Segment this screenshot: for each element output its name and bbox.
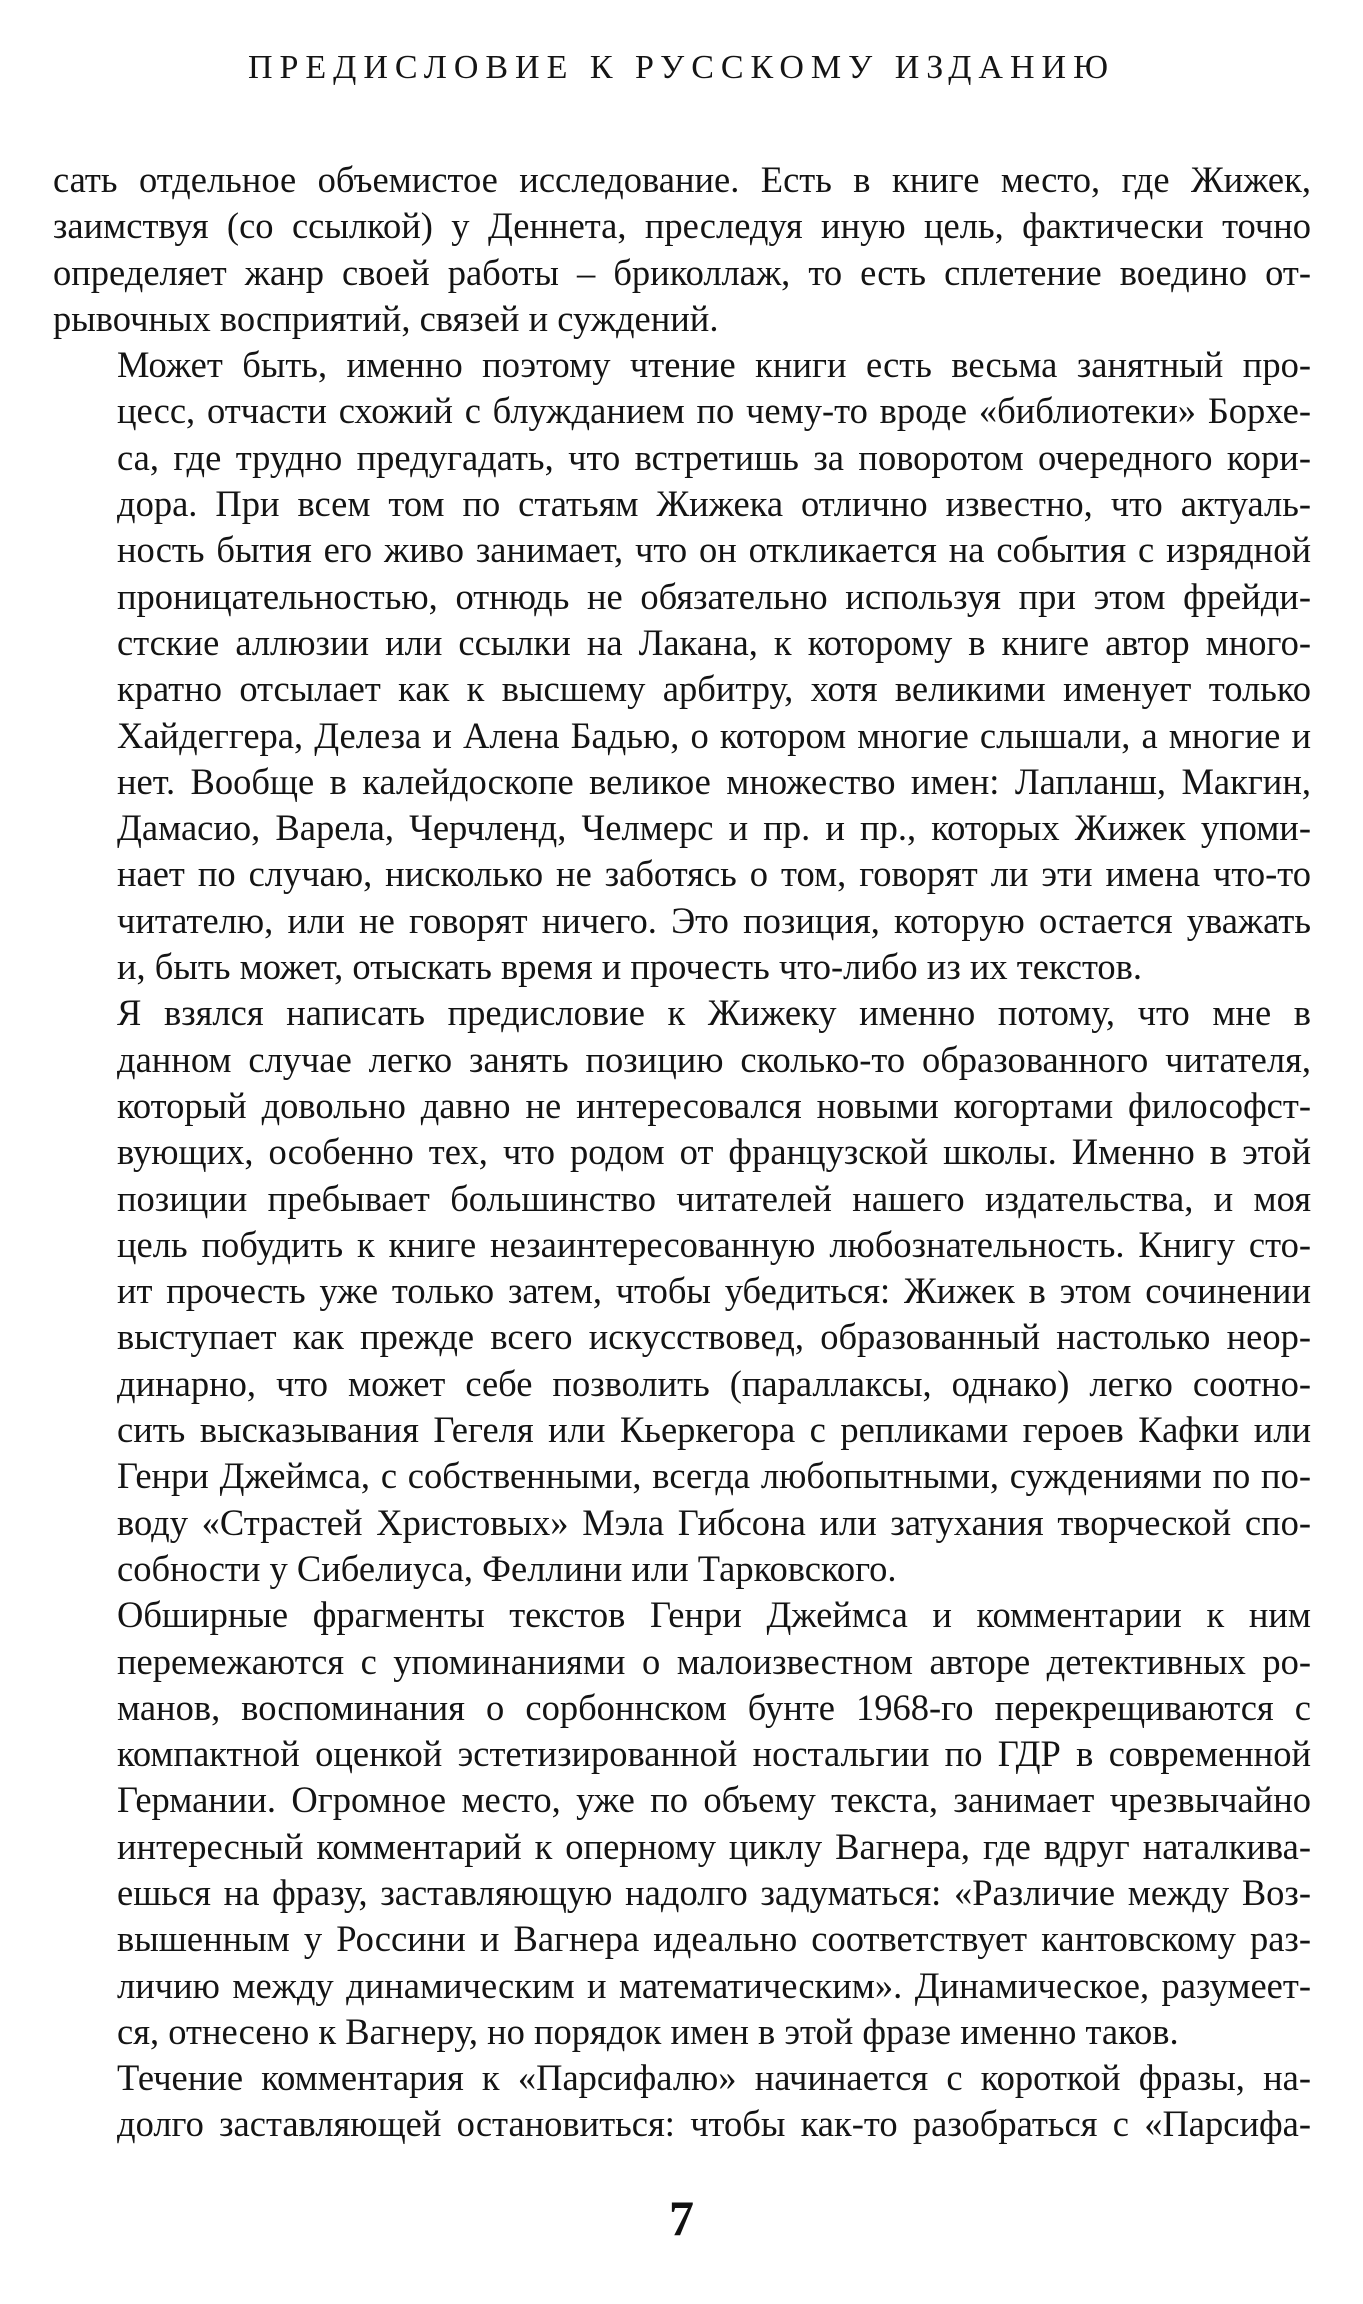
- text-line: стские аллюзии или ссылки на Лакана, к которому в книге автор много-: [117, 621, 1311, 663]
- text-line: сать отдельное объемистое исследование. Есть в книге место, где Жижек,: [53, 159, 1311, 200]
- text-line: определяет жанр своей работы – бриколлаж, то есть сплетение воедино от-: [53, 251, 1311, 293]
- text-line: нет. Вообще в калейдоскопе великое множество имен: Лапланш, Макгин,: [117, 760, 1311, 802]
- text-line: кратно отсылает как к высшему арбитру, хотя великими именует только: [117, 668, 1311, 710]
- paragraph: [53, 1592, 1311, 2055]
- text-line: Течение комментария к «Парсифалю» начинается с короткой фразы, на-: [117, 2057, 1311, 2099]
- text-line: рывочных восприятий, связей и суждений.: [53, 297, 719, 339]
- text-line: цель побудить к книге незаинтересованную любознательность. Книгу сто-: [117, 1223, 1311, 1265]
- text-line: позиции пребывает большинство читателей нашего издательства, и моя: [117, 1177, 1311, 1219]
- text-line: ность бытия его живо занимает, что он откликается на события с изрядной: [117, 529, 1311, 571]
- text-line: Генри Джеймса, с собственными, всегда любопытными, суждениями по по-: [117, 1455, 1311, 1497]
- text-line: выступает как прежде всего искусствовед, образованный настолько неор-: [117, 1316, 1311, 1358]
- text-line: ся, отнесено к Вагнеру, но порядок имен в этой фразе именно таков.: [117, 2010, 1179, 2052]
- text-line: Я взялся написать предисловие к Жижеку именно потому, что мне в: [117, 992, 1311, 1034]
- text-line: читателю, или не говорят ничего. Это позиция, которую остается уважать: [117, 899, 1311, 941]
- text-line: Хайдеггера, Делеза и Алена Бадью, о котором многие слышали, а многие и: [117, 714, 1311, 756]
- text-line: и, быть может, отыскать время и прочесть что-либо из их текстов.: [117, 946, 1143, 988]
- text-line: заимствуя (со ссылкой) у Деннета, преследуя иную цель, фактически точно: [53, 205, 1311, 247]
- text-line: личию между динамическим и математическим». Динамическое, разумеет-: [117, 1964, 1311, 2006]
- text-line: Обширные фрагменты текстов Генри Джеймса и комментарии к ним: [117, 1594, 1311, 1636]
- text-line: долго заставляющей остановиться: чтобы как-то разобраться с «Парсифа-: [117, 2103, 1311, 2145]
- text-line: Германии. Огромное место, уже по объему текста, занимает чрезвычайно: [117, 1779, 1311, 1821]
- running-header: ПРЕДИСЛОВИЕ К РУССКОМУ ИЗДАНИЮ: [247, 49, 1116, 86]
- text-line: интересный комментарий к оперному циклу Вагнера, где вдруг наталкива-: [117, 1825, 1311, 1867]
- text-line: перемежаются с упоминаниями о малоизвестном авторе детективных ро-: [117, 1640, 1311, 1682]
- text-line: сить высказывания Гегеля или Кьеркегора с репликами героев Кафки или: [117, 1409, 1311, 1451]
- text-line: манов, воспоминания о сорбоннском бунте 1968-го перекрещиваются с: [117, 1686, 1311, 1728]
- text-line: вующих, особенно тех, что родом от французской школы. Именно в этой: [117, 1131, 1311, 1173]
- body-text: [53, 157, 1311, 2148]
- paragraph: [53, 990, 1311, 1592]
- text-line: собности у Сибелиуса, Феллини или Тарковского.: [117, 1547, 897, 1589]
- text-line: который довольно давно не интересовался новыми когортами философст-: [117, 1084, 1311, 1126]
- text-line: Может быть, именно поэтому чтение книги есть весьма занятный про-: [117, 344, 1311, 386]
- text-line: воду «Страстей Христовых» Мэла Гибсона или затухания творческой спо-: [117, 1501, 1311, 1543]
- text-line: динарно, что может себе позволить (параллаксы, однако) легко соотно-: [117, 1362, 1311, 1404]
- page-number: 7: [669, 2190, 694, 2246]
- text-line: са, где трудно предугадать, что встретишь за поворотом очередного кори-: [117, 436, 1311, 478]
- text-line: цесс, отчасти схожий с блужданием по чему-то вроде «библиотеки» Борхе-: [117, 390, 1311, 432]
- paragraph: [53, 2055, 1311, 2148]
- text-line: ешься на фразу, заставляющую надолго задуматься: «Различие между Воз-: [117, 1871, 1311, 1913]
- text-line: проницательностью, отнюдь не обязательно используя при этом фрейди-: [117, 575, 1311, 617]
- text-line: вышенным у Россини и Вагнера идеально соответствует кантовскому раз-: [117, 1918, 1311, 1960]
- paragraph-continuation: [53, 157, 1311, 342]
- text-line: Дамасио, Варела, Черчленд, Челмерс и пр. и пр., которых Жижек упоми-: [117, 807, 1311, 849]
- text-line: ит прочесть уже только затем, чтобы убедиться: Жижек в этом сочинении: [117, 1270, 1311, 1312]
- paragraph: [53, 342, 1311, 990]
- text-line: дора. При всем том по статьям Жижека отлично известно, что актуаль-: [117, 483, 1311, 525]
- text-line: компактной оценкой эстетизированной ностальгии по ГДР в современной: [117, 1733, 1311, 1775]
- text-line: данном случае легко занять позицию сколько-то образованного читателя,: [117, 1038, 1311, 1080]
- text-line: нает по случаю, нисколько не заботясь о том, говорят ли эти имена что-то: [117, 853, 1311, 895]
